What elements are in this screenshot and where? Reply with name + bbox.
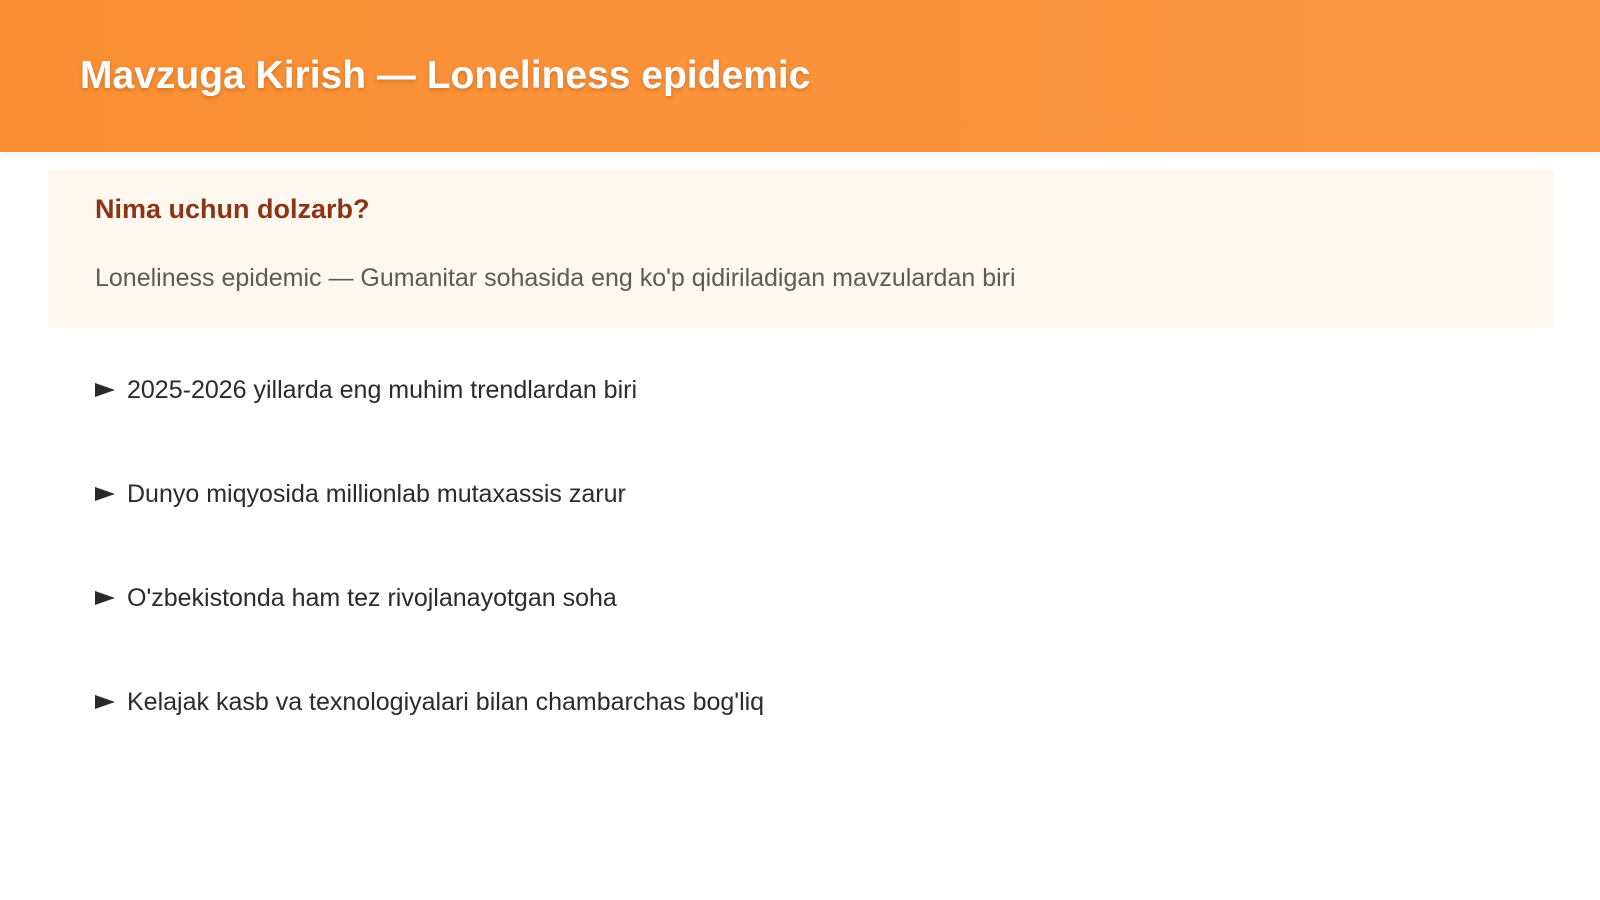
bullet-text: O'zbekistonda ham tez rivojlanayotgan soha <box>127 584 617 612</box>
bullet-text: Dunyo miqyosida millionlab mutaxassis zarur <box>127 480 626 508</box>
slide-title: Mavzuga Kirish — Loneliness epidemic <box>80 54 811 97</box>
triangle-right-icon <box>95 695 115 709</box>
bullet-list <box>95 372 1395 788</box>
intro-heading: Nima uchun dolzarb? <box>95 194 370 224</box>
triangle-right-icon <box>95 383 115 397</box>
bullet-text: 2025-2026 yillarda eng muhim trendlardan biri <box>127 376 638 404</box>
bullet-item <box>95 372 1395 476</box>
bullet-item <box>95 580 1395 684</box>
bullet-item <box>95 684 1395 788</box>
intro-text: Loneliness epidemic — Gumanitar sohasida eng ko'p qidiriladigan mavzulardan biri <box>95 264 1016 292</box>
intro-card <box>48 170 1554 328</box>
bullet-text: Kelajak kasb va texnologiyalari bilan chambarchas bog'liq <box>127 688 765 716</box>
triangle-right-icon <box>95 591 115 605</box>
slide-header <box>0 0 1600 152</box>
triangle-right-icon <box>95 487 115 501</box>
bullet-item <box>95 476 1395 580</box>
